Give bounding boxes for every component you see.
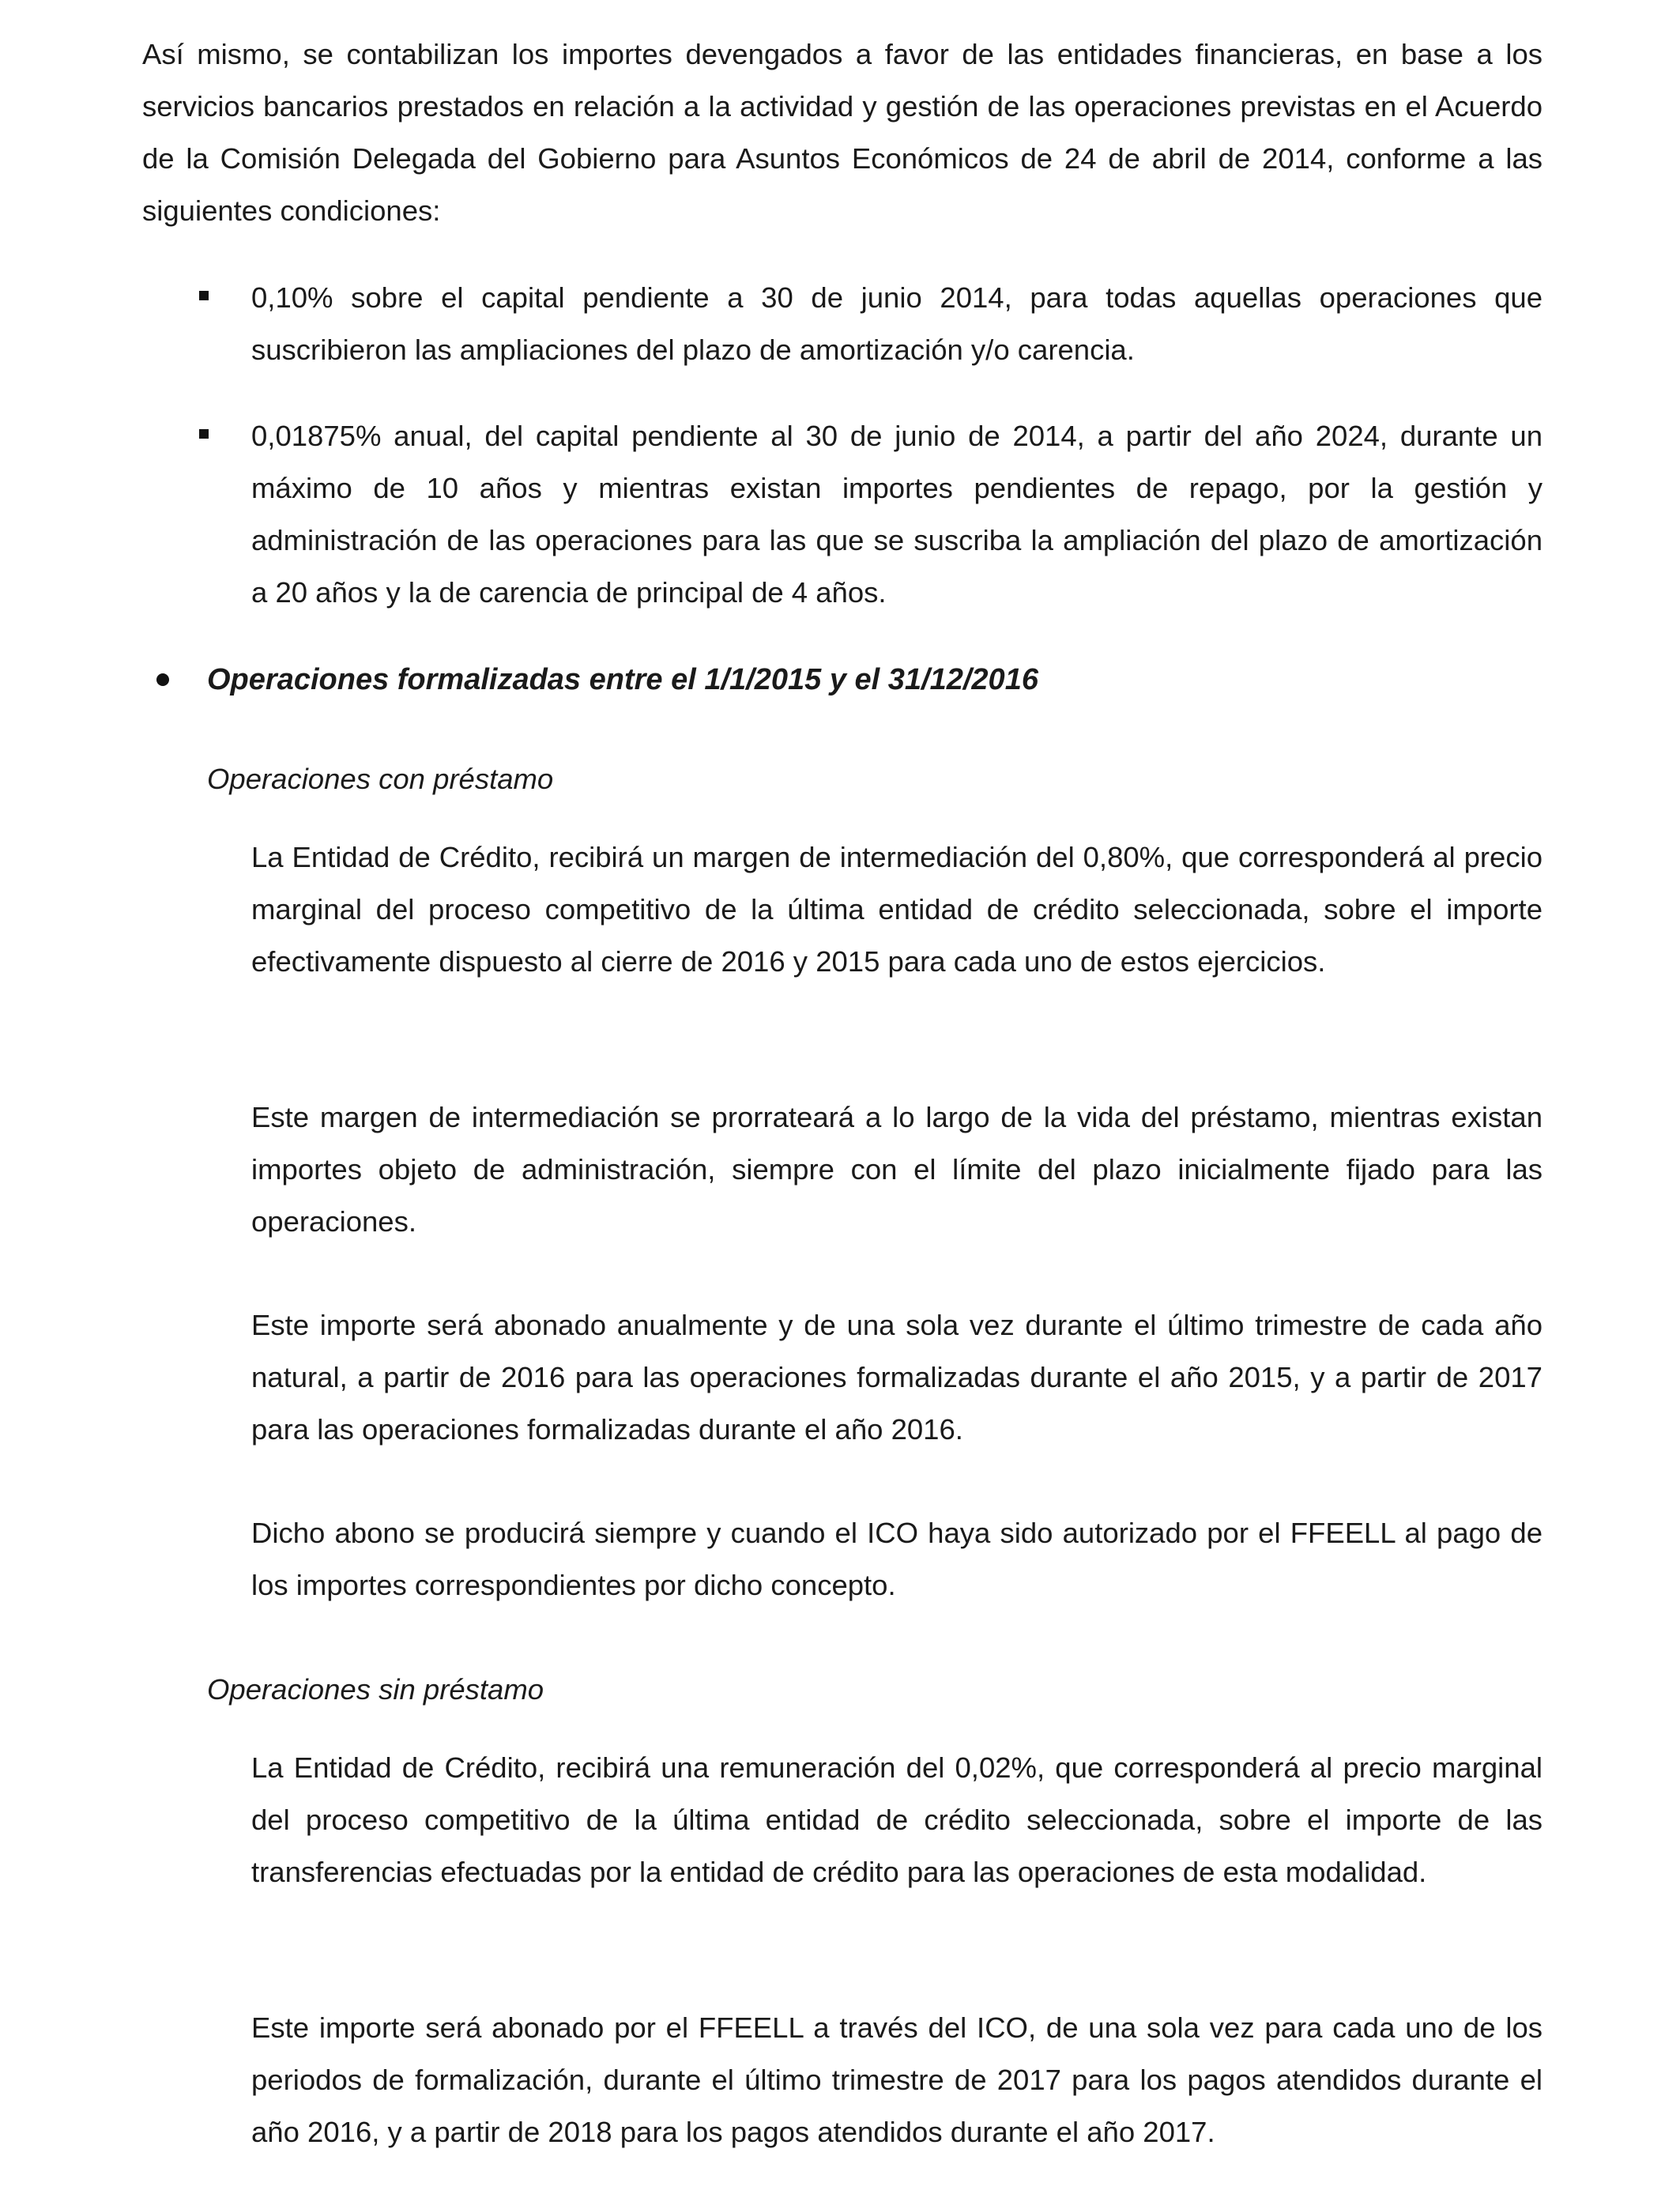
subsection-title-sin-prestamo: Operaciones sin préstamo [207,1673,544,1706]
square-bullet-icon [199,429,209,439]
body-paragraph: Este importe será abonado anualmente y de una sola vez durante el último trimestre de cada año natural, a partir de 2016 para las operaciones formalizadas durante el año 2015, y a partir de 2017 para las operaciones formalizadas durante el año 2016. [251,1309,1543,1446]
square-bullet-icon [199,291,209,300]
body-paragraph: Dicho abono se producirá siempre y cuando el ICO haya sido autorizado por el FFEELL al pago de los importes correspondientes por dicho concepto. [251,1517,1543,1601]
body-paragraph: La Entidad de Crédito, recibirá un margen de intermediación del 0,80%, que corresponderá al precio marginal del proceso competitivo de la última entidad de crédito seleccionada, sobre el importe efectivamente dispuesto al cierre de 2016 y 2015 para cada uno de estos ejercicios. [251,841,1543,978]
condition-item: 0,01875% anual, del capital pendiente al 30 de junio de 2014, a partir del año 2024, durante un máximo de 10 años y mientras existan importes pendientes de repago, por la gestión y administración de las operaciones para las que se suscriba la ampliación del plazo de amortización a 20 años y la de carencia de principal de 4 años. [251,420,1543,609]
condition-item: 0,10% sobre el capital pendiente a 30 de junio 2014, para todas aquellas operaciones que suscribieron las ampliaciones del plazo de amortización y/o carencia. [251,281,1543,366]
body-paragraph: Este margen de intermediación se prorrateará a lo largo de la vida del préstamo, mientras existan importes objeto de administración, siempre con el límite del plazo inicialmente fijado para las operaciones. [251,1101,1543,1238]
body-paragraph: Este importe será abonado por el FFEELL a través del ICO, de una sola vez para cada uno de los periodos de formalización, durante el último trimestre de 2017 para los pagos atendidos durante el año 2016, y a partir de 2018 para los pagos atendidos durante el año 2017. [251,2011,1543,2148]
section-heading: Operaciones formalizadas entre el 1/1/2015 y el 31/12/2016 [207,663,1038,696]
subsection-title-con-prestamo: Operaciones con préstamo [207,763,554,795]
body-paragraph: La Entidad de Crédito, recibirá una remuneración del 0,02%, que corresponderá al precio marginal del proceso competitivo de la última entidad de crédito seleccionada, sobre el importe de las transferencias efectuadas por la entidad de crédito para las operaciones de esta modalidad. [251,1751,1543,1888]
intro-paragraph: Así mismo, se contabilizan los importes devengados a favor de las entidades financieras, en base a los servicios bancarios prestados en relación a la actividad y gestión de las operaciones previstas en el Acuerdo de la Comisión Delegada del Gobierno para Asuntos Económicos de 24 de abril de 2014, conforme a las siguientes condiciones: [142,38,1543,227]
round-bullet-icon [156,673,169,686]
